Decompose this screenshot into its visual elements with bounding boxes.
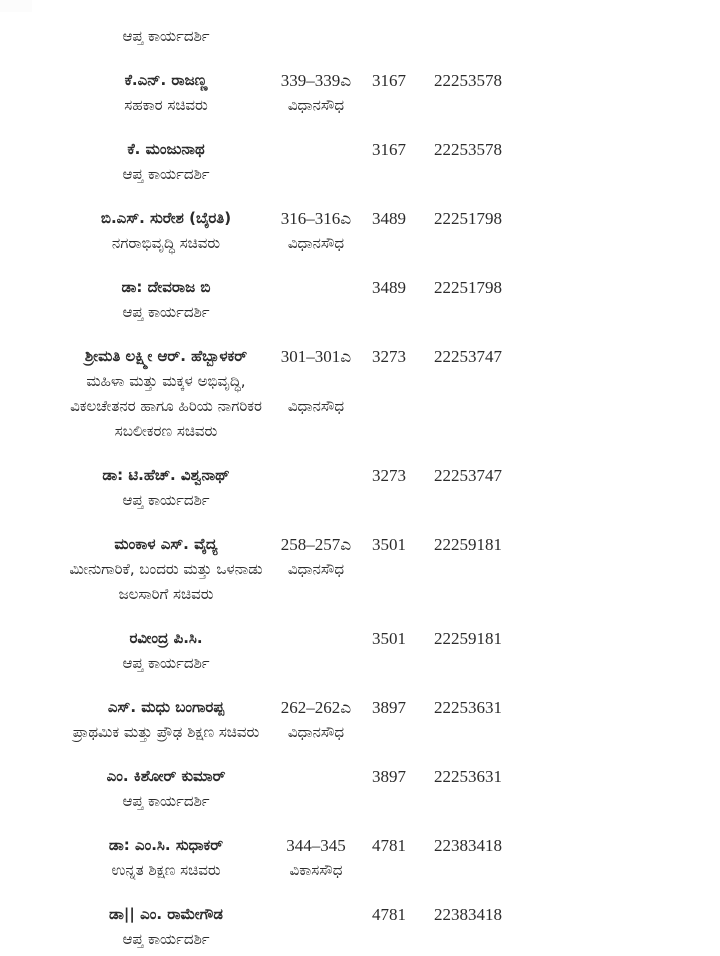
directory-entry (0, 626, 720, 676)
designation-line: ಜಲಸಾರಿಗೆ ಸಚಿವರು (118, 585, 214, 603)
designation-line: ಉನ್ನತ ಶಿಕ್ಷಣ ಸಚಿವರು (111, 861, 221, 879)
designation-line: ಮಹಿಳಾ ಮತ್ತು ಮಕ್ಕಳ ಅಭಿವೃದ್ಧಿ, (86, 372, 246, 390)
extension-number: 3501 (372, 629, 406, 648)
person-name: ಬಿ.ಎಸ್. ಸುರೇಶ (ಬೈರತಿ) (100, 209, 232, 227)
extension-number: 3501 (372, 535, 406, 554)
phone-number: 22259181 (434, 535, 502, 554)
room-cell (272, 344, 360, 419)
directory-entry (0, 695, 720, 745)
building-name: ವಿಧಾನಸೌಧ (287, 723, 345, 741)
directory-entry (0, 275, 720, 325)
designation-line: ಆಪ್ತ ಕಾರ್ಯದರ್ಶಿ (122, 792, 210, 810)
extension-number: 3273 (372, 466, 406, 485)
extension-number: 3273 (372, 347, 406, 366)
extension-number: 3167 (372, 140, 406, 159)
designation-line: ವಿಕಲಚೇತನರ ಹಾಗೂ ಹಿರಿಯ ನಾಗರಿಕರ (70, 397, 262, 415)
phone-number: 22259181 (434, 629, 502, 648)
room-number: 316–316ಎ (280, 209, 352, 228)
person-name: ಕೆ.ಎನ್. ರಾಜಣ್ಣ (124, 71, 208, 89)
designation-line: ಆಪ್ತ ಕಾರ್ಯದರ್ಶಿ (122, 303, 210, 321)
person-name: ರವೀಂದ್ರ ಪಿ.ಸಿ. (129, 629, 203, 647)
extension-number: 3897 (372, 767, 406, 786)
extension-number: 3489 (372, 278, 406, 297)
name-designation-cell (60, 626, 272, 676)
person-name: ಶ್ರೀಮತಿ ಲಕ್ಷ್ಮೀ ಆರ್. ಹೆಬ್ಬಾಳಕರ್ (84, 347, 248, 365)
designation-line: ಮೀನುಗಾರಿಕೆ, ಬಂದರು ಮತ್ತು ಒಳನಾಡು (69, 560, 263, 578)
phone-number: 22383418 (434, 905, 502, 924)
person-name: ಡಾ: ಎಂ.ಸಿ. ಸುಧಾಕರ್ (108, 836, 224, 854)
phone-number: 22251798 (434, 278, 502, 297)
designation-line: ಸಬಲೀಕರಣ ಸಚಿವರು (114, 422, 218, 440)
room-number: 262–262ಎ (280, 698, 352, 717)
name-designation-cell (60, 695, 272, 745)
designation-line: ಆಪ್ತ ಕಾರ್ಯದರ್ಶಿ (122, 491, 210, 509)
directory-entry (0, 68, 720, 118)
designation-line: ಆಪ್ತ ಕಾರ್ಯದರ್ಶಿ (122, 930, 210, 948)
scan-artifact (0, 0, 32, 12)
name-designation-cell (60, 206, 272, 256)
room-cell (272, 532, 360, 582)
building-name: ವಿಧಾನಸೌಧ (287, 397, 345, 415)
room-cell (272, 68, 360, 118)
phone-number: 22253578 (434, 71, 502, 90)
name-designation-cell (60, 902, 272, 952)
person-name: ಎಂ. ಕಿಶೋರ್ ಕುಮಾರ್ (106, 767, 226, 785)
designation-line: ಆಪ್ತ ಕಾರ್ಯದರ್ಶಿ (122, 165, 210, 183)
name-designation-cell (60, 463, 272, 513)
designation-line: ಸಹಕಾರ ಸಚಿವರು (124, 96, 208, 114)
building-name (272, 369, 360, 394)
name-designation-cell (60, 344, 272, 444)
extension-number: 4781 (372, 836, 406, 855)
directory-entry (0, 463, 720, 513)
phone-number: 22251798 (434, 209, 502, 228)
designation-line: ಪ್ರಾಥಮಿಕ ಮತ್ತು ಪ್ರೌಢ ಶಿಕ್ಷಣ ಸಚಿವರು (72, 723, 260, 741)
building-name: ವಿಧಾನಸೌಧ (287, 96, 345, 114)
phone-number: 22253631 (434, 698, 502, 717)
name-designation-cell (60, 137, 272, 187)
phone-number: 22383418 (434, 836, 502, 855)
designation-line: ನಗರಾಭಿವೃದ್ಧಿ ಸಚಿವರು (111, 234, 221, 252)
building-name: ವಿಕಾಸಸೌಧ (289, 861, 343, 879)
directory-entry (0, 532, 720, 607)
directory-entry (0, 833, 720, 883)
directory-entry (0, 137, 720, 187)
name-designation-cell (60, 833, 272, 883)
extension-number: 3167 (372, 71, 406, 90)
designation-line: ಆಪ್ತ ಕಾರ್ಯದರ್ಶಿ (122, 654, 210, 672)
room-number: 344–345 (286, 836, 346, 855)
extension-number: 4781 (372, 905, 406, 924)
directory-entry (0, 764, 720, 814)
person-name: ಎಸ್. ಮಧು ಬಂಗಾರಪ್ಪ (107, 698, 225, 716)
extension-number: 3897 (372, 698, 406, 717)
name-designation-cell (60, 532, 272, 607)
room-number: 339–339ಎ (280, 71, 352, 90)
room-cell (272, 833, 360, 883)
designation-line: ಆಪ್ತ ಕಾರ್ಯದರ್ಶಿ (122, 27, 210, 45)
name-designation-cell (60, 275, 272, 325)
extension-number: 3489 (372, 209, 406, 228)
room-cell (272, 206, 360, 256)
person-name: ಕೆ. ಮಂಜುನಾಥ (127, 140, 205, 158)
building-name: ವಿಧಾನಸೌಧ (287, 234, 345, 252)
room-cell (272, 695, 360, 745)
name-designation-cell (60, 24, 272, 49)
phone-number: 22253747 (434, 466, 502, 485)
person-name: ಡಾ: ದೇವರಾಜ ಬಿ (121, 278, 211, 296)
room-number: 301–301ಎ (280, 347, 352, 366)
person-name: ಡಾ|| ಎಂ. ರಾಮೇಗೌಡ (109, 905, 223, 923)
phone-number: 22253578 (434, 140, 502, 159)
phone-number: 22253747 (434, 347, 502, 366)
name-designation-cell (60, 68, 272, 118)
directory-entry (0, 344, 720, 444)
directory-entry (0, 206, 720, 256)
name-designation-cell (60, 764, 272, 814)
directory-entry (0, 902, 720, 952)
directory-entry (0, 24, 720, 49)
phone-number: 22253631 (434, 767, 502, 786)
person-name: ಡಾ: ಟಿ.ಹೆಚ್. ವಿಶ್ವನಾಥ್ (102, 466, 230, 484)
person-name: ಮಂಕಾಳ ಎಸ್. ವೈದ್ಯ (114, 535, 218, 553)
building-name: ವಿಧಾನಸೌಧ (287, 560, 345, 578)
room-number: 258–257ಎ (280, 535, 352, 554)
